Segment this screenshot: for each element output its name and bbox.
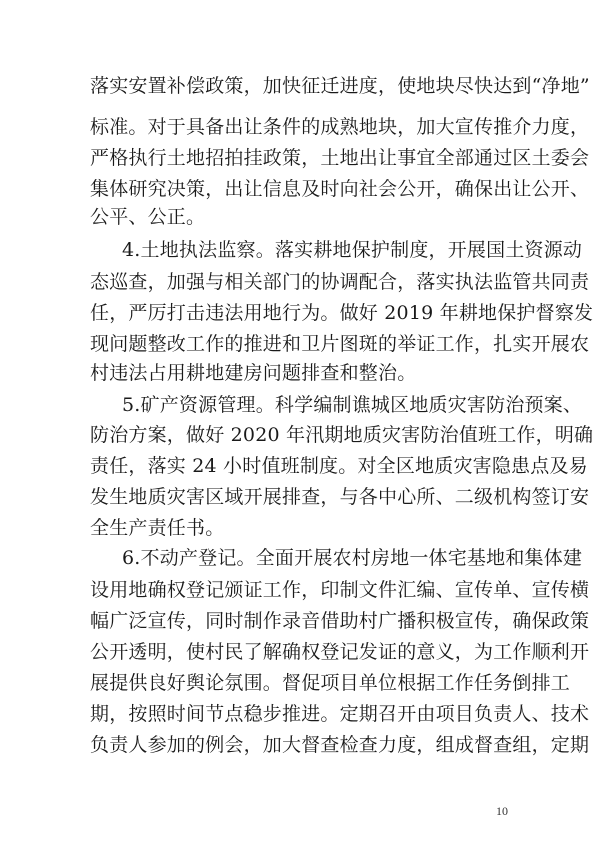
text-line: 全生产责任书。: [90, 517, 225, 539]
text-line: 落实安置补偿政策，加快征迁进度，使地块尽快达到“净地”: [90, 75, 590, 97]
text-line: 村违法占用耕地建房问题排查和整治。: [90, 362, 417, 384]
text-line: 责任，落实 24 小时值班制度。对全区地质灾害隐患点及易: [90, 455, 588, 477]
text-line: 公开透明，使村民了解确权登记发证的意义，为工作顺利开: [90, 641, 590, 663]
text-line: 期，按照时间节点稳步推进。定期召开由项目负责人、技术: [90, 703, 590, 725]
text-line: 设用地确权登记颁证工作，印制文件汇编、宣传单、宣传横: [90, 579, 590, 601]
text-line: 现问题整改工作的推进和卫片图斑的举证工作，扎实开展农: [90, 333, 590, 355]
text-line: 态巡查，加强与相关部门的协调配合，落实执法监管共同责: [90, 271, 590, 293]
text-line: 标准。对于具备出让条件的成熟地块，加大宣传推介力度，: [90, 116, 590, 138]
text-line: 公平、公正。: [90, 206, 206, 228]
paragraph-heading-mineral-resources: 5.矿产资源管理。科学编制谯城区地质灾害防治预案、: [122, 394, 583, 416]
text-line: 展提供良好舆论氛围。督促项目单位根据工作任务倒排工: [90, 672, 571, 694]
paragraph-heading-property-registration: 6.不动产登记。全面开展农村房地一体宅基地和集体建: [122, 547, 583, 569]
paragraph-heading-land-enforcement: 4.土地执法监察。落实耕地保护制度，开展国土资源动: [122, 239, 583, 261]
text-line: 防治方案，做好 2020 年汛期地质灾害防治值班工作，明确: [90, 424, 594, 446]
text-line: 集体研究决策，出让信息及时向社会公开，确保出让公开、: [90, 178, 590, 200]
text-line: 严格执行土地招拍挂政策，土地出让事宜全部通过区土委会: [90, 147, 590, 169]
text-line: 任，严厉打击违法用地行为。做好 2019 年耕地保护督察发: [90, 302, 594, 324]
text-line: 幅广泛宣传，同时制作录音借助村广播积极宣传，确保政策: [90, 610, 590, 632]
page-number: 10: [496, 804, 508, 818]
text-line: 发生地质灾害区域开展排查，与各中心所、二级机构签订安: [90, 486, 590, 508]
text-line: 负责人参加的例会，加大督查检查力度，组成督查组，定期: [90, 734, 590, 756]
